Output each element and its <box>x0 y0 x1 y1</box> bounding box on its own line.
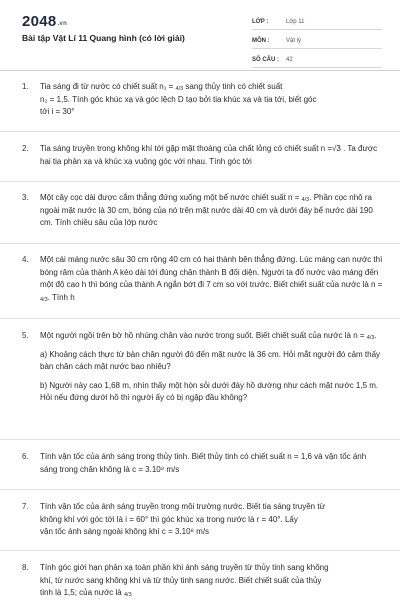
meta-value: Lớp 11 <box>286 18 305 25</box>
question-separator <box>0 318 400 319</box>
question-line: Một cái máng nước sâu 30 cm rộng 40 cm có hai thành bên thẳng đứng. Lúc máng cạn nước thì bóng râm của thành A kéo dài tới đúng chân thành B đối diện. Người ta đổ nước vào máng đến một độ cao h thì bóng của thành A ngắn bớt đi 7 cm so với trước. Biết chiết suất của nước là n = <box>40 255 383 289</box>
question-line: tới i = 30° <box>40 107 75 116</box>
question-separator <box>0 439 400 440</box>
question-text <box>40 562 385 600</box>
logo-suffix: .vn <box>57 21 68 27</box>
document-header <box>0 0 400 70</box>
question-line: sang thủy tinh có chiết suất <box>183 82 283 91</box>
site-logo[interactable] <box>22 13 67 30</box>
header-divider <box>0 70 400 71</box>
sub-question-a: a) Khoảng cách thực từ bàn chân người đó đến mặt nước là 36 cm. Hỏi mắt người đó cảm thấy bàn chân cách mặt nước bao nhiêu? <box>40 349 381 371</box>
question-text <box>40 254 385 304</box>
question-number: 3. <box>22 193 29 202</box>
question-text: Tính vận tốc của ánh sáng trong thủy tinh. Biết thủy tinh có chiết suất n = 1,6 và vận tốc ánh sáng trong chân không là c = 3.10⁸ m/s <box>40 452 367 474</box>
question-line: . Phần cọc nhô ra ngoài mặt nước là 30 cm, bóng của nó trên mặt nước dài 40 cm và dưới đáy bể nước dài 190 cm. Tính chiều sâu của lớp nước <box>40 193 373 227</box>
meta-row-class <box>252 14 382 30</box>
question-number: 8. <box>22 563 29 572</box>
question-line: n₂ = 1,5. Tính góc khúc xạ và góc lệch D tạo bởi tia khúc xạ và tia tới, biết góc <box>40 94 317 104</box>
meta-label: LỚP : <box>252 18 269 25</box>
meta-row-subject <box>252 33 382 49</box>
question-text: Tia sáng truyền trong không khí tới gặp mặt thoáng của chất lỏng có chiết suất n =√3 . Ta được hai tia phản xạ và khúc xạ vuông góc với nhau. Tính góc tới <box>40 144 378 166</box>
meta-label: MÔN : <box>252 37 270 44</box>
question-line: vận tốc ánh sáng ngoài không khí c = 3.10⁸ m/s <box>40 527 210 536</box>
question-separator <box>0 550 400 551</box>
question-line: không khí với góc tới là i = 60° thì góc khúc xạ trong nước là r = 40°. Lấy <box>40 514 298 524</box>
fraction: 4/3 <box>175 86 184 92</box>
fraction: 4/3 <box>366 335 375 341</box>
question-number: 2. <box>22 144 29 153</box>
question-text <box>40 81 385 119</box>
question-line: . <box>374 331 377 340</box>
question-text <box>40 192 385 230</box>
question-separator <box>0 131 400 132</box>
question-separator <box>0 243 400 244</box>
question-number: 7. <box>22 502 29 511</box>
meta-value: 42 <box>286 56 293 63</box>
question-line: Một cây cọc dài được cắm thẳng đứng xuống một bể nước chiết suất n = <box>40 193 302 202</box>
question-number: 1. <box>22 82 29 91</box>
question-number: 4. <box>22 255 29 264</box>
question-text <box>40 501 385 539</box>
meta-label: SỐ CÂU : <box>252 56 279 63</box>
question-separator <box>0 489 400 490</box>
question-line: . Tính h <box>47 292 75 302</box>
meta-value: Vật lý <box>286 37 302 44</box>
question-line: tinh là 1,5; của nước là <box>40 588 124 597</box>
question-text <box>40 330 385 405</box>
question-line: Một người ngồi trên bờ hồ nhúng chân vào nước trong suốt. Biết chiết suất của nước là n = <box>40 331 367 340</box>
question-separator <box>0 181 400 182</box>
logo-text: 2048 <box>22 13 57 30</box>
question-number: 5. <box>22 331 29 340</box>
document-title: Bài tập Vật Lí 11 Quang hình (có lời giải) <box>22 33 185 43</box>
question-line: Tính góc giới hạn phản xạ toàn phần khi ánh sáng truyền từ thủy tinh sang không <box>40 563 329 572</box>
fraction: 4/3 <box>301 197 310 203</box>
meta-row-count <box>252 52 382 68</box>
question-number: 6. <box>22 452 29 461</box>
fraction: 4/3 <box>123 592 132 598</box>
meta-info <box>252 14 382 71</box>
fraction: 4/3 <box>40 296 48 303</box>
question-line: Tia sáng đi từ nước có chiết suất n₁ = <box>40 82 176 91</box>
sub-question-b: b) Người này cao 1,68 m, nhìn thấy một hòn sỏi dưới đáy hồ dường như cách mặt nước 1,5 m. Hỏi nếu đứng dưới hồ thì người ấy có bị ngập đầu không? <box>40 380 379 402</box>
question-line: Tính vận tốc của ánh sáng truyền trong môi trường nước. Biết tia sáng truyền từ <box>40 502 325 511</box>
question-line: khí, từ nước sang không khí và từ thủy tinh sang nước. Biết chiết suất của thủy <box>40 575 322 585</box>
